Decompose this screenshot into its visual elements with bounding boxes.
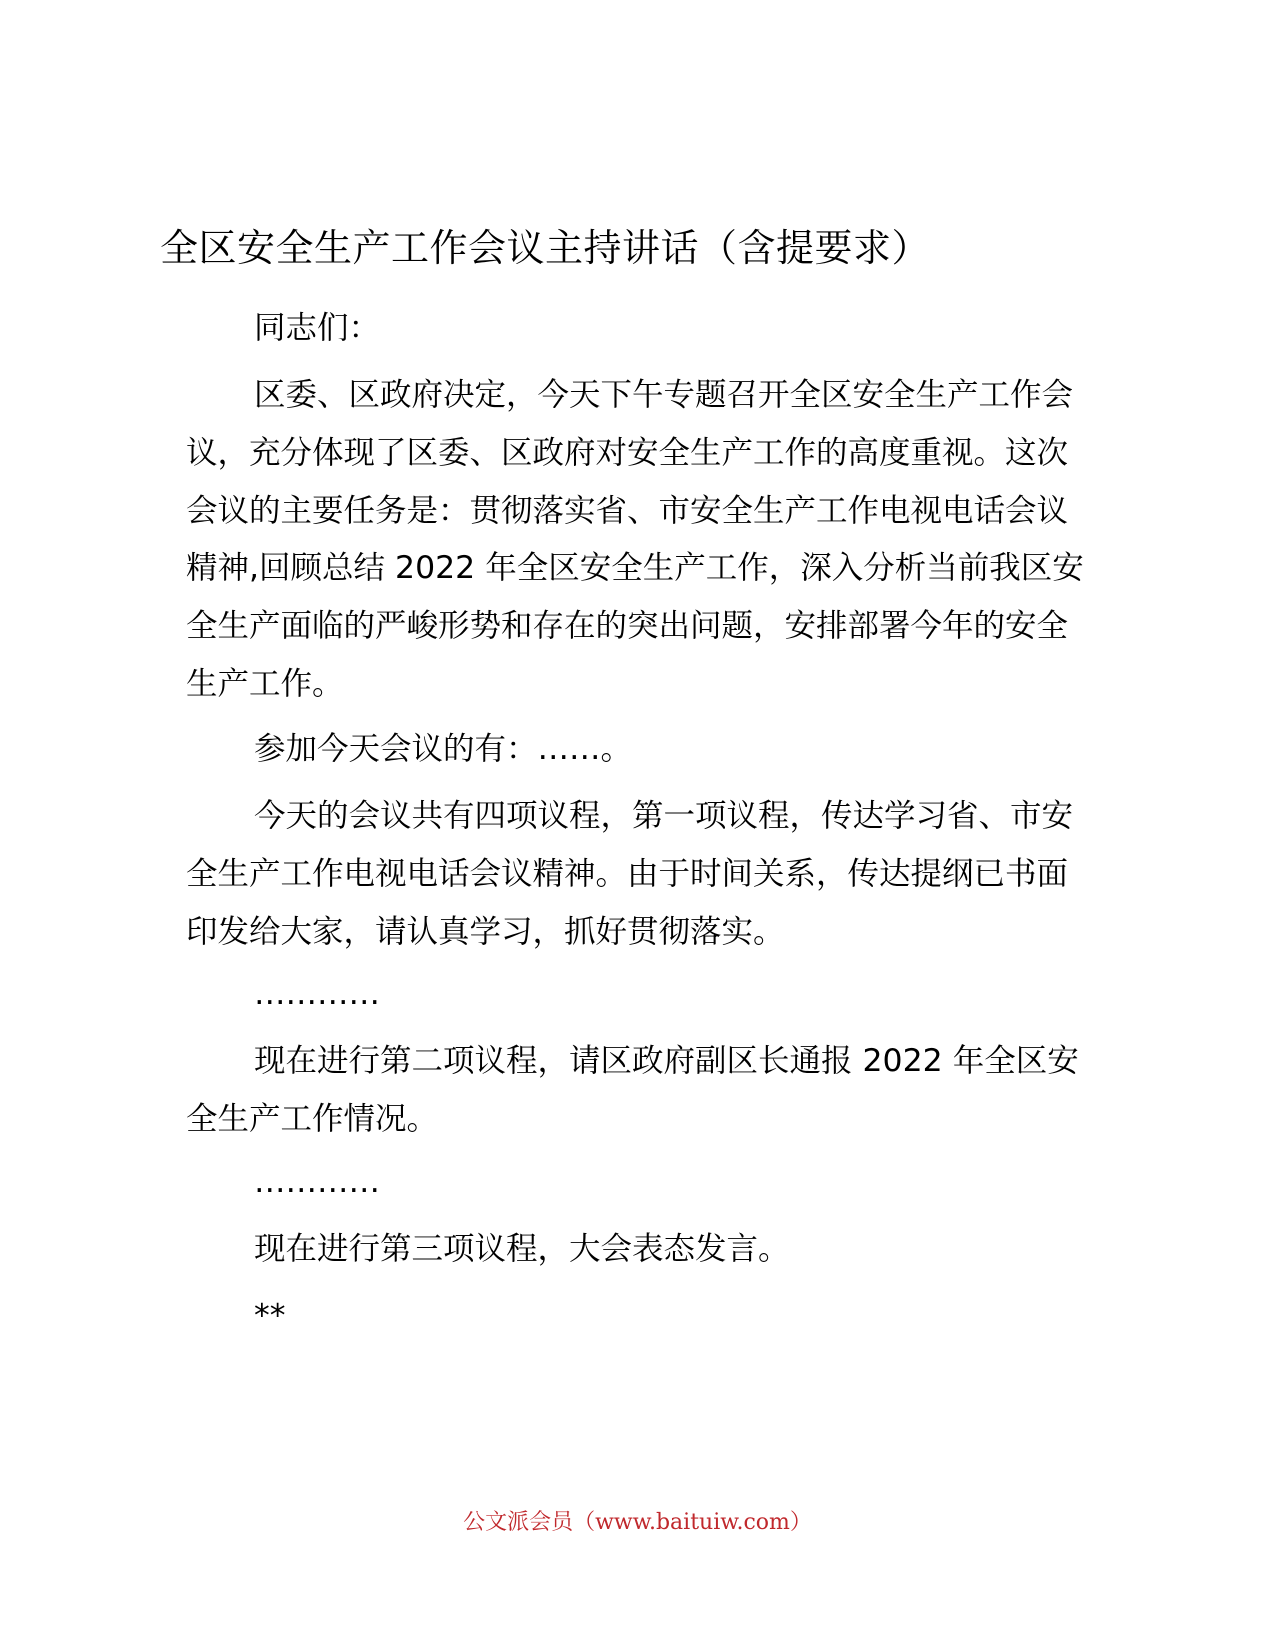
ellipsis-two: ………… bbox=[254, 1164, 380, 1200]
ellipsis-one: ………… bbox=[254, 976, 380, 1012]
paragraph-agenda-three: 现在进行第三项议程，大会表态发言。 bbox=[254, 1231, 790, 1267]
stars-marker: ** bbox=[254, 1298, 286, 1334]
greeting: 同志们： bbox=[254, 310, 381, 346]
paragraph-attendees: 参加今天会议的有：……。 bbox=[254, 731, 633, 767]
footer-watermark: 公文派会员（www.baituiw.com） bbox=[463, 1510, 812, 1535]
paragraph-agenda-two: 现在进行第二项议程，请区政府副区长通报 2022 年全区安全生产工作情况。 bbox=[186, 1043, 1079, 1137]
paragraph-intro: 区委、区政府决定，今天下午专题召开全区安全生产工作会议，充分体现了区委、区政府对安全生产工作的高度重视。这次会议的主要任务是：贯彻落实省、市安全生产工作电视电话会议精神,回顾总结 2022 年全区安全生产工作，深入分析当前我区安全生产面临的严峻形势和存在的突出问题，安排部署今年的安全生产工作。 bbox=[186, 377, 1084, 702]
paragraph-agenda-one: 今天的会议共有四项议程，第一项议程，传达学习省、市安全生产工作电视电话会议精神。由于时间关系，传达提纲已书面印发给大家，请认真学习，抓好贯彻落实。 bbox=[186, 798, 1074, 950]
document-title: 全区安全生产工作会议主持讲话（含提要求） bbox=[160, 226, 931, 270]
